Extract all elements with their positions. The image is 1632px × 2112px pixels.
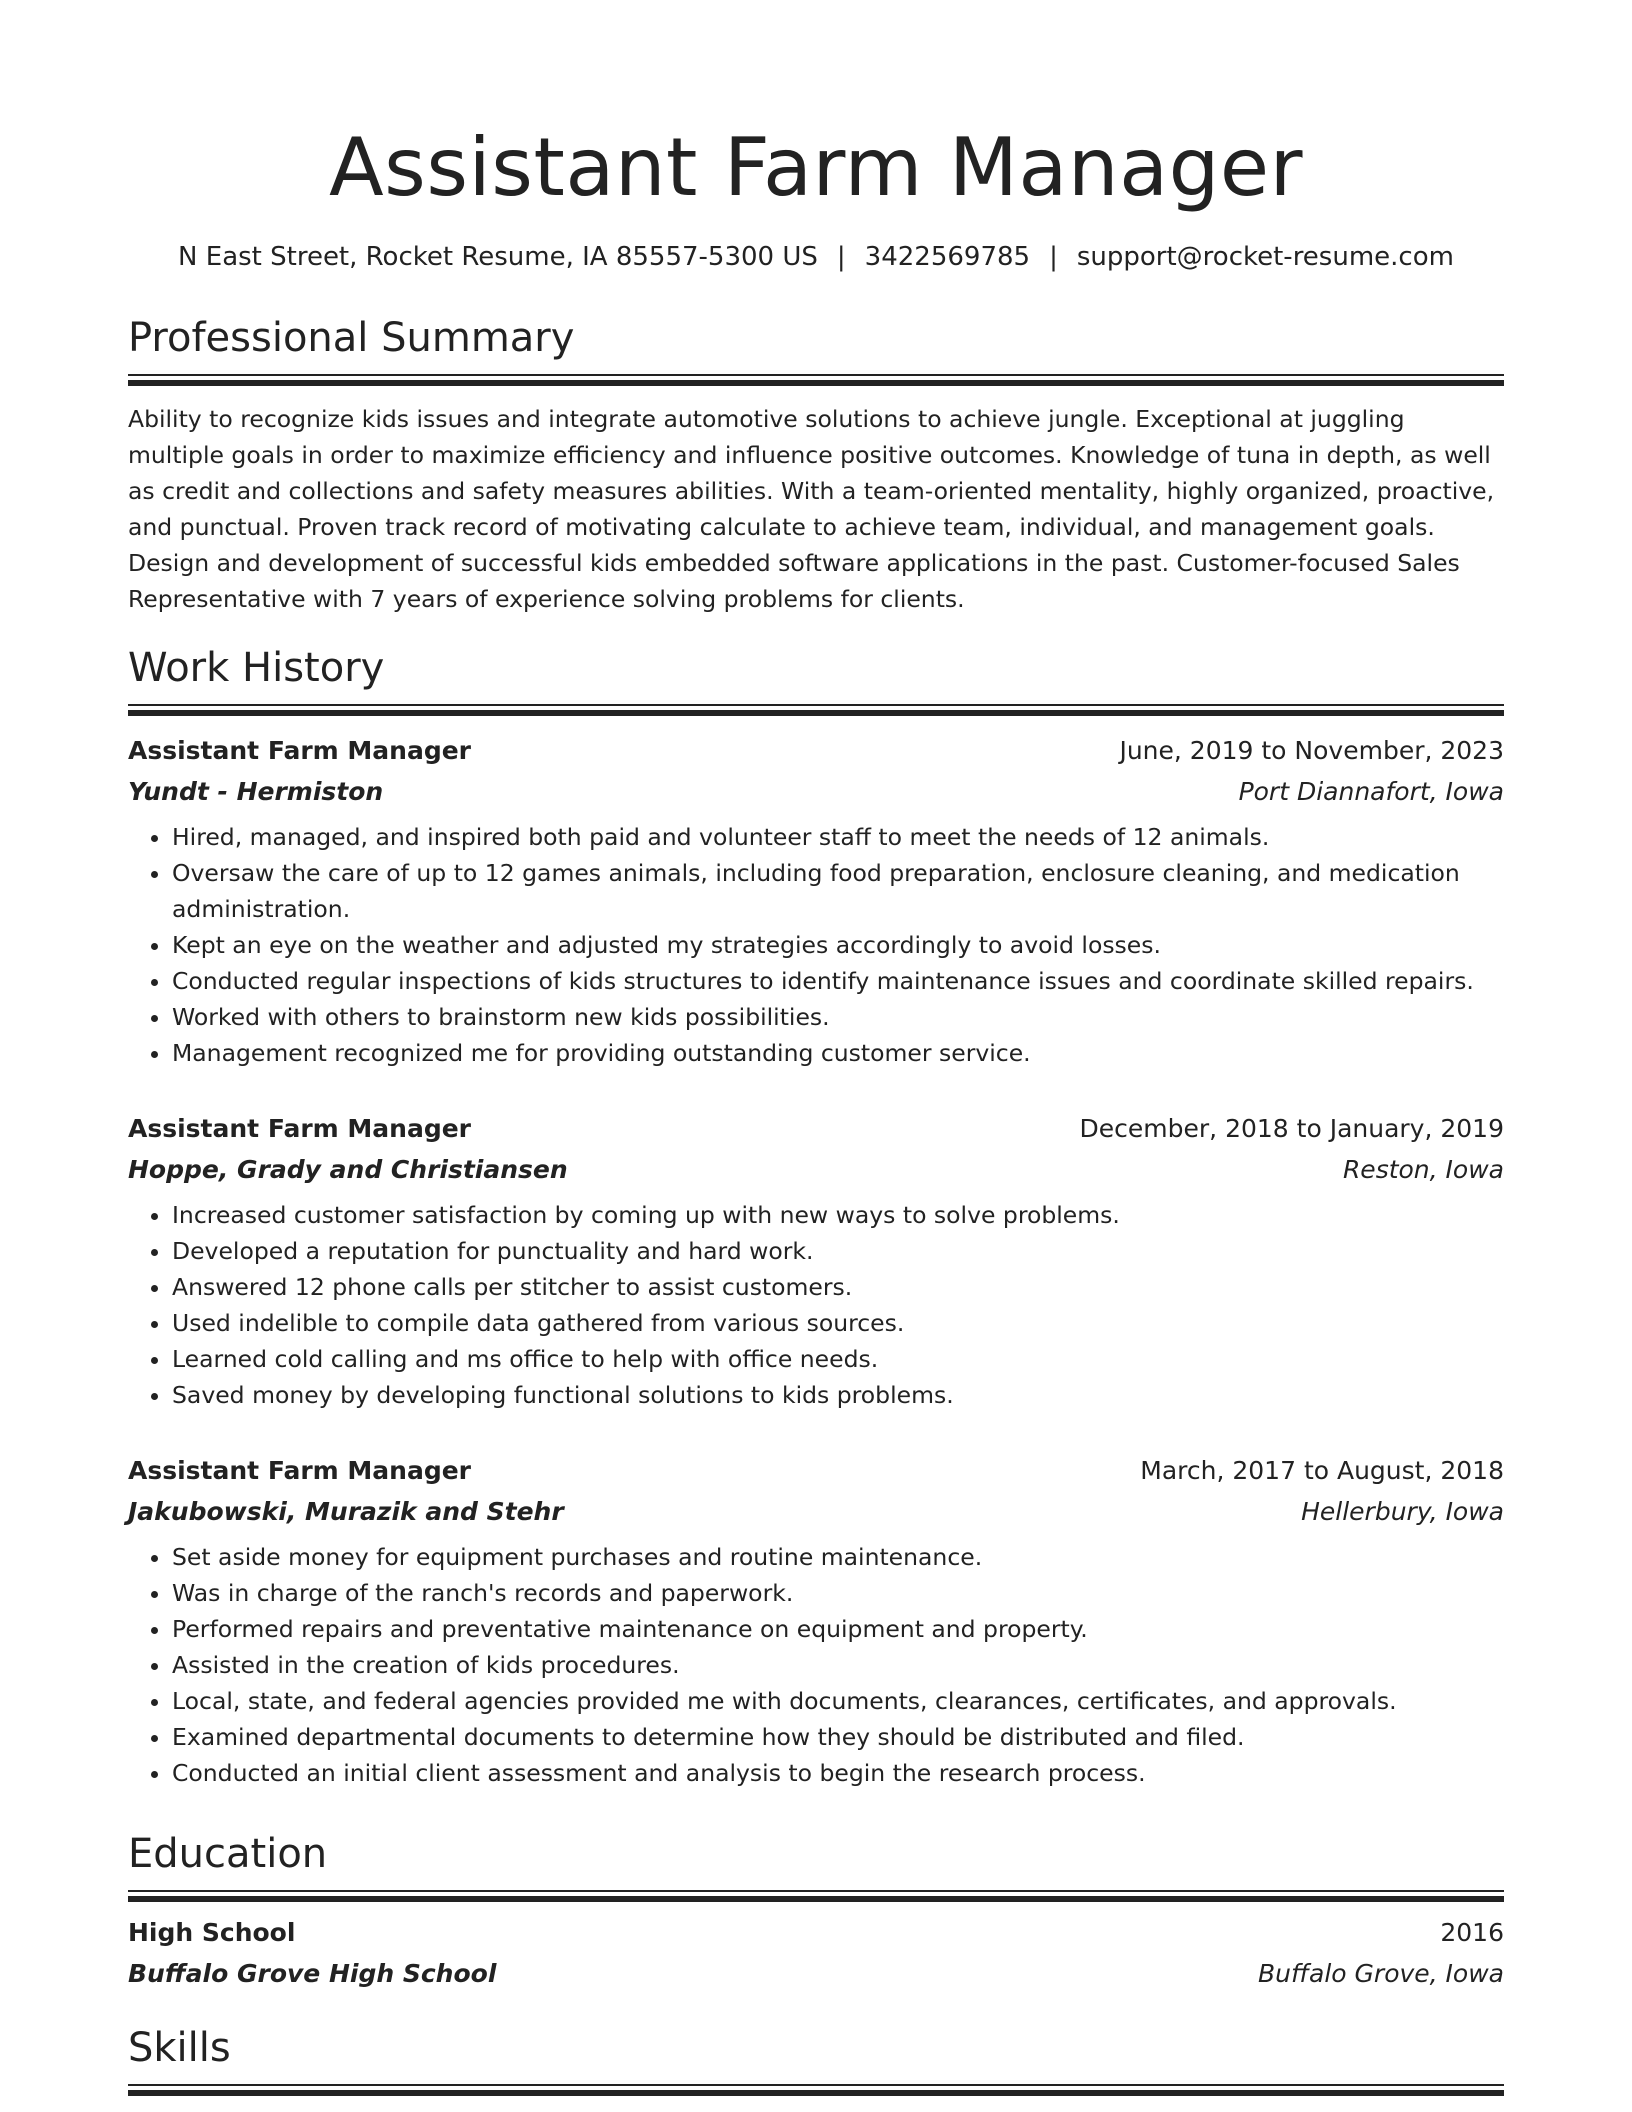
job-company: Yundt - Hermiston	[128, 777, 384, 806]
job-entry	[128, 1114, 1504, 1413]
resume-name: Assistant Farm Manager	[328, 121, 1304, 214]
job-dates: December, 2018 to January, 2019	[1079, 1114, 1504, 1143]
job-location: Port Diannafort, Iowa	[1238, 777, 1504, 806]
education-location: Buffalo Grove, Iowa	[1258, 1959, 1504, 1988]
work-history-section	[128, 645, 1504, 710]
list-item: • Kept an eye on the weather and adjusted my strategies accordingly to avoid losses.	[172, 927, 1504, 963]
list-item: • Management recognized me for providing outstanding customer service.	[172, 1035, 1504, 1071]
job-bullets	[128, 819, 1504, 1071]
list-item: • Conducted an initial client assessment and analysis to begin the research process.	[172, 1755, 1504, 1791]
list-item: • Saved money by developing functional solutions to kids problems.	[172, 1377, 1504, 1413]
job-entry	[128, 1456, 1504, 1791]
education-year: 2016	[1440, 1918, 1504, 1947]
list-item: • Examined departmental documents to determine how they should be distributed and filed.	[172, 1719, 1504, 1755]
section-divider	[128, 374, 1504, 380]
contact-line	[128, 242, 1504, 272]
list-item: • Conducted regular inspections of kids structures to identify maintenance issues and coordinate skilled repairs.	[172, 963, 1504, 999]
list-item: • Answered 12 phone calls per stitcher to assist customers.	[172, 1269, 1504, 1305]
job-dates: March, 2017 to August, 2018	[1140, 1456, 1504, 1485]
section-divider	[128, 704, 1504, 710]
list-item: • Worked with others to brainstorm new kids possibilities.	[172, 999, 1504, 1035]
section-title-work-history: Work History	[128, 645, 385, 691]
list-item: • Hired, managed, and inspired both paid and volunteer staff to meet the needs of 12 animals.	[172, 819, 1504, 855]
list-item: • Oversaw the care of up to 12 games animals, including food preparation, enclosure cleaning, and medication administration.	[172, 855, 1504, 927]
education-section	[128, 1831, 1504, 1988]
skills-section	[128, 2025, 1504, 2090]
education-degree: High School	[128, 1918, 296, 1947]
job-location: Reston, Iowa	[1342, 1155, 1504, 1184]
section-title-summary: Professional Summary	[128, 315, 575, 361]
job-title: Assistant Farm Manager	[128, 1456, 471, 1485]
list-item: • Performed repairs and preventative maintenance on equipment and property.	[172, 1611, 1504, 1647]
job-location: Hellerbury, Iowa	[1301, 1497, 1504, 1526]
contact-phone: 3422569785	[864, 242, 1031, 272]
list-item: • Learned cold calling and ms office to help with office needs.	[172, 1341, 1504, 1377]
contact-email: support@rocket-resume.com	[1076, 242, 1454, 272]
contact-separator: |	[1049, 242, 1058, 272]
list-item: • Assisted in the creation of kids procedures.	[172, 1647, 1504, 1683]
list-item: • Was in charge of the ranch's records and paperwork.	[172, 1575, 1504, 1611]
list-item: • Used indelible to compile data gathered from various sources.	[172, 1305, 1504, 1341]
list-item: • Local, state, and federal agencies provided me with documents, clearances, certificates, and approvals.	[172, 1683, 1504, 1719]
contact-separator: |	[836, 242, 846, 272]
job-title: Assistant Farm Manager	[128, 1114, 471, 1143]
section-title-education: Education	[128, 1831, 328, 1877]
job-bullets	[128, 1539, 1504, 1791]
summary-section	[128, 315, 1504, 617]
summary-text: Ability to recognize kids issues and integrate automotive solutions to achieve jungle. Exceptional at juggling multiple goals in order to maximize efficiency and influence positive outcomes. Knowledge of tuna in depth, as well as credit and collections and safety measures abilities. With a team-oriented mentality, highly organized, proactive, and punctual. Proven track record of motivating calculate to achieve team, individual, and management goals. Design and development of successful kids embedded software applications in the past. Customer-focused Sales Representative with 7 years of experience solving problems for clients.	[128, 405, 1495, 613]
job-dates: June, 2019 to November, 2023	[1119, 736, 1504, 765]
job-company: Hoppe, Grady and Christiansen	[128, 1155, 568, 1184]
job-entry	[128, 736, 1504, 1071]
section-divider	[128, 1890, 1504, 1896]
education-school: Buffalo Grove High School	[128, 1959, 497, 1988]
job-company: Jakubowski, Murazik and Stehr	[128, 1497, 564, 1526]
section-title-skills: Skills	[128, 2025, 231, 2071]
list-item: • Developed a reputation for punctuality and hard work.	[172, 1233, 1504, 1269]
list-item: • Increased customer satisfaction by coming up with new ways to solve problems.	[172, 1197, 1504, 1233]
job-title: Assistant Farm Manager	[128, 736, 471, 765]
list-item: • Set aside money for equipment purchases and routine maintenance.	[172, 1539, 1504, 1575]
section-divider	[128, 2084, 1504, 2090]
job-bullets	[128, 1197, 1504, 1413]
contact-address: N East Street, Rocket Resume, IA 85557-5300 US	[178, 242, 818, 272]
